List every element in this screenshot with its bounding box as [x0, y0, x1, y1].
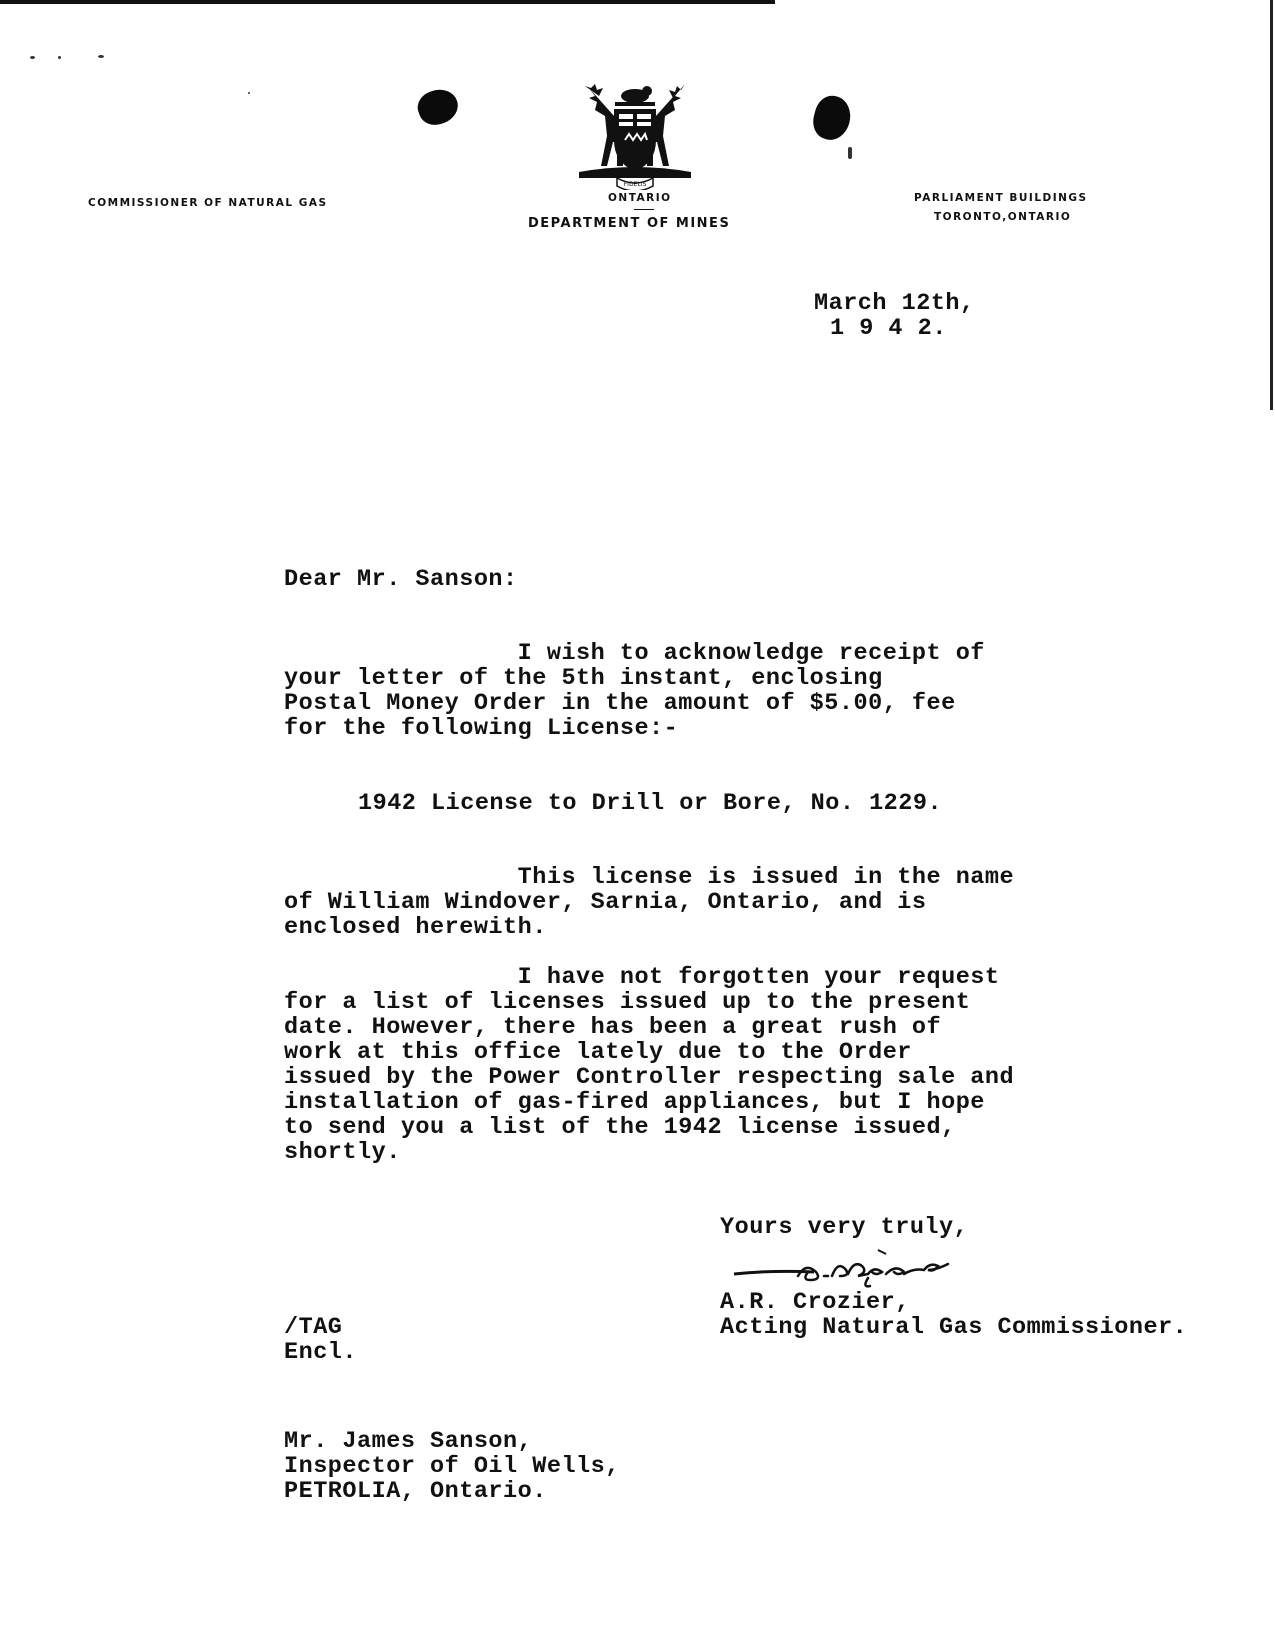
letter-date-line1: March 12th, [814, 290, 975, 317]
recipient-line: Inspector of Oil Wells, [284, 1453, 620, 1480]
letterhead-department: DEPARTMENT OF MINES [528, 216, 731, 231]
letterhead-address-line2: TORONTO,ONTARIO [934, 211, 1072, 223]
letter-date-line2: 1 9 4 2. [830, 315, 947, 342]
signer-title: Acting Natural Gas Commissioner. [720, 1314, 1188, 1341]
body-line: This license is issued in the name [284, 864, 1015, 891]
letterhead-commissioner: COMMISSIONER OF NATURAL GAS [88, 197, 328, 209]
recipient-line: PETROLIA, Ontario. [284, 1478, 547, 1505]
scan-speck [248, 92, 250, 94]
scan-speck [848, 147, 852, 159]
recipient-line: Mr. James Sanson, [284, 1428, 533, 1455]
scan-speck [30, 56, 35, 59]
body-line: date. However, there has been a great rush of [284, 1014, 942, 1041]
closing: Yours very truly, [720, 1214, 969, 1241]
scan-right-edge [1270, 0, 1273, 410]
letterhead-address-line1: PARLIAMENT BUILDINGS [914, 192, 1088, 204]
body-line: enclosed herewith. [284, 914, 547, 941]
license-line: 1942 License to Drill or Bore, No. 1229. [358, 790, 943, 817]
scan-speck [58, 56, 61, 59]
body-line: of William Windover, Sarnia, Ontario, and is [284, 889, 927, 916]
enclosure-note: Encl. [284, 1339, 358, 1366]
ontario-coat-of-arms-icon [575, 80, 695, 190]
body-line: installation of gas-fired appliances, but I hope [284, 1089, 985, 1116]
scan-speck [98, 55, 104, 58]
letterhead-province: ONTARIO [608, 192, 672, 204]
body-line: for the following License:- [284, 715, 679, 742]
body-line: shortly. [284, 1139, 401, 1166]
body-line: work at this office lately due to the Order [284, 1039, 912, 1066]
crest-motto: FIDELIS [623, 181, 647, 188]
body-line: your letter of the 5th instant, enclosing [284, 665, 883, 692]
body-line: Postal Money Order in the amount of $5.00, fee [284, 690, 956, 717]
reference-initials: /TAG [284, 1314, 343, 1341]
handwritten-signature [728, 1246, 998, 1290]
punch-hole-right [809, 92, 855, 144]
letterhead-divider [634, 209, 654, 210]
body-line: to send you a list of the 1942 license issued, [284, 1114, 956, 1141]
salutation: Dear Mr. Sanson: [284, 566, 518, 593]
body-line: issued by the Power Controller respecting sale and [284, 1064, 1015, 1091]
punch-hole-left [413, 84, 462, 130]
signer-name: A.R. Crozier, [720, 1289, 910, 1316]
scan-top-edge [0, 0, 775, 4]
body-line: I have not forgotten your request [284, 964, 1000, 991]
body-line: I wish to acknowledge receipt of [284, 640, 985, 667]
body-line: for a list of licenses issued up to the present [284, 989, 971, 1016]
